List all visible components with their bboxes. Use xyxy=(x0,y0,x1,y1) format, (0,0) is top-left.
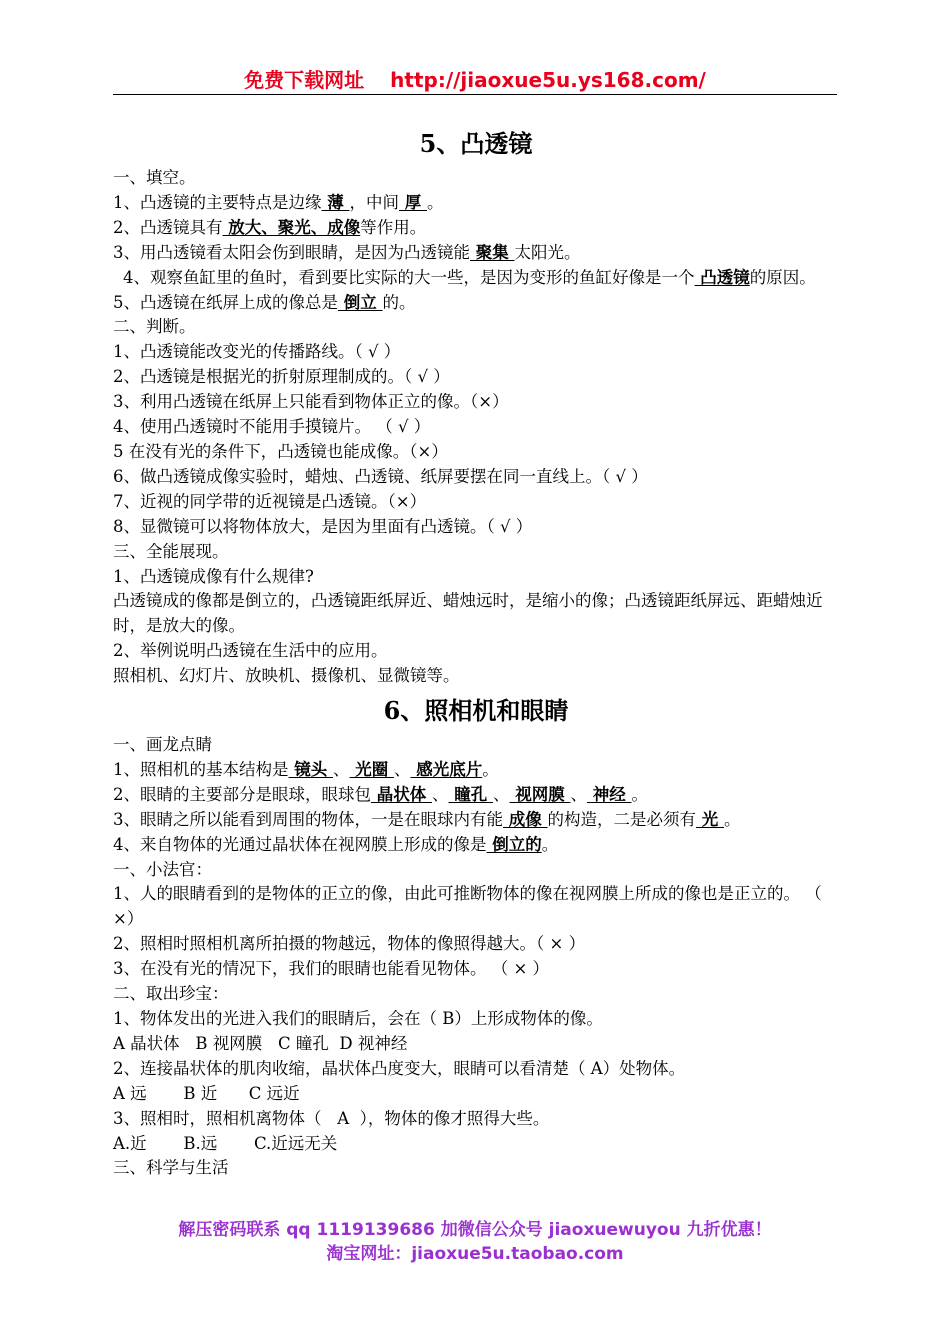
footer-line-2[interactable]: 淘宝网址：jiaoxue5u.taobao.com xyxy=(326,1244,624,1264)
section-5-title: 5、凸透镜 xyxy=(419,129,533,158)
judge-item: 5 在没有光的条件下，凸透镜也能成像。（×） xyxy=(113,441,448,461)
choice-q2: 2、连接晶状体的肌肉收缩，晶状体凸度变大，眼睛可以看清楚（ A）处物体。 xyxy=(113,1058,686,1078)
judge-heading: 二、判断。 xyxy=(113,317,196,337)
answer: 凸透镜 xyxy=(694,267,750,287)
header-label: 免费下载网址 xyxy=(244,68,365,92)
answer: 倒立的 xyxy=(486,834,542,854)
judge-item: 1、凸透镜能改变光的传播路线。（ √ ） xyxy=(113,342,401,362)
show-q1: 1、凸透镜成像有什么规律? xyxy=(113,566,314,586)
judge-item: 2、凸透镜是根据光的折射原理制成的。（ √ ） xyxy=(113,367,450,387)
answer: 瞳孔 xyxy=(448,784,493,804)
section-6-title: 6、照相机和眼睛 xyxy=(383,696,569,726)
fill-q5: 5、凸透镜在纸屏上成的像总是 倒立 的。 xyxy=(113,292,416,312)
answer: 薄 xyxy=(321,192,350,212)
draw-q4: 4、来自物体的光通过晶状体在视网膜上形成的像是 倒立的。 xyxy=(113,834,559,854)
answer: 视网膜 xyxy=(509,784,571,804)
page-footer xyxy=(0,1218,950,1266)
choice-q3-options: A.近 B.远 C.近远无关 xyxy=(113,1133,338,1153)
fill-q3: 3、用凸透镜看太阳会伤到眼睛，是因为凸透镜能 聚集 太阳光。 xyxy=(113,242,581,262)
choice-q1: 1、物体发出的光进入我们的眼睛后，会在（ B）上形成物体的像。 xyxy=(113,1009,603,1028)
judge-item: 6、做凸透镜成像实验时，蜡烛、凸透镜、纸屏要摆在同一直线上。（ √ ） xyxy=(113,466,648,486)
choice-q2-options: A 远 B 近 C 远近 xyxy=(113,1083,300,1103)
answer: 光圈 xyxy=(349,759,394,779)
judge-item-2: 3、在没有光的情况下，我们的眼睛也能看见物体。 （ × ） xyxy=(113,959,550,979)
answer: 镜头 xyxy=(288,759,333,779)
choice-q1-options: A 晶状体 B 视网膜 C 瞳孔 D 视神经 xyxy=(113,1033,408,1053)
answer: 光 xyxy=(696,809,724,829)
page-header xyxy=(113,66,837,95)
draw-q2: 2、眼睛的主要部分是眼球，眼球包 晶状体 、 瞳孔 、 视网膜 、 神经 。 xyxy=(113,784,648,804)
answer: 聚集 xyxy=(470,242,515,262)
judge-heading-2: 一、小法官： xyxy=(113,859,212,879)
answer: 神经 xyxy=(587,784,632,804)
fill-q2: 2、凸透镜具有 放大、聚光、成像等作用。 xyxy=(113,217,427,237)
judge-item: 4、使用凸透镜时不能用手摸镜片。 （ √ ） xyxy=(113,417,431,437)
show-a2: 照相机、幻灯片、放映机、摄像机、显微镜等。 xyxy=(113,666,460,686)
answer: 感光底片 xyxy=(410,759,483,779)
answer: 放大、聚光、成像 xyxy=(222,217,361,237)
answer: 成像 xyxy=(503,809,548,829)
show-a1: 凸透镜成的像都是倒立的，凸透镜距纸屏近、蜡烛远时，是缩小的像；凸透镜距纸屏远、距蜡烛近时，是放大的像。 xyxy=(113,591,823,636)
draw-q1: 1、照相机的基本结构是 镜头 、 光圈 、 感光底片。 xyxy=(113,759,499,779)
answer: 晶状体 xyxy=(371,784,432,804)
judge-item: 3、利用凸透镜在纸屏上只能看到物体正立的像。（×） xyxy=(113,392,509,412)
header-url[interactable]: http://jiaoxue5u.ys168.com/ xyxy=(390,68,706,92)
show-heading: 三、全能展现。 xyxy=(113,541,229,561)
judge-item: 7、近视的同学带的近视镜是凸透镜。（×） xyxy=(113,491,427,511)
fill-heading: 一、填空。 xyxy=(113,168,196,187)
draw-q3: 3、眼睛之所以能看到周围的物体，一是在眼球内有能 成像 的构造，二是必须有 光 。 xyxy=(113,809,741,829)
footer-line-1: 解压密码联系 qq 1119139686 加微信公众号 jiaoxuewuyou 九折优惠！ xyxy=(178,1220,772,1240)
answer: 倒立 xyxy=(338,292,383,312)
document-body xyxy=(113,122,839,1181)
answer: 厚 xyxy=(399,192,427,212)
judge-item: 8、显微镜可以将物体放大，是因为里面有凸透镜。（ √ ） xyxy=(113,516,533,536)
judge-item-2: 1、人的眼睛看到的是物体的正立的像，由此可推断物体的像在视网膜上所成的像也是正立的。 （ ×） xyxy=(113,884,822,929)
life-heading: 三、科学与生活 xyxy=(113,1158,229,1178)
choice-q3: 3、照相时，照相机离物体（ A ），物体的像才照得大些。 xyxy=(113,1108,550,1128)
draw-heading: 一、画龙点睛 xyxy=(113,735,212,755)
choice-heading: 二、取出珍宝： xyxy=(113,984,229,1004)
fill-q4: 4、观察鱼缸里的鱼时，看到要比实际的大一些，是因为变形的鱼缸好像是一个 凸透镜的原因。 xyxy=(123,267,816,287)
show-q2: 2、举例说明凸透镜在生活中的应用。 xyxy=(113,641,388,661)
judge-item-2: 2、照相时照相机离所拍摄的物越远，物体的像照得越大。（ × ） xyxy=(113,934,586,954)
fill-q1: 1、凸透镜的主要特点是边缘 薄 ，中间 厚 。 xyxy=(113,192,444,212)
